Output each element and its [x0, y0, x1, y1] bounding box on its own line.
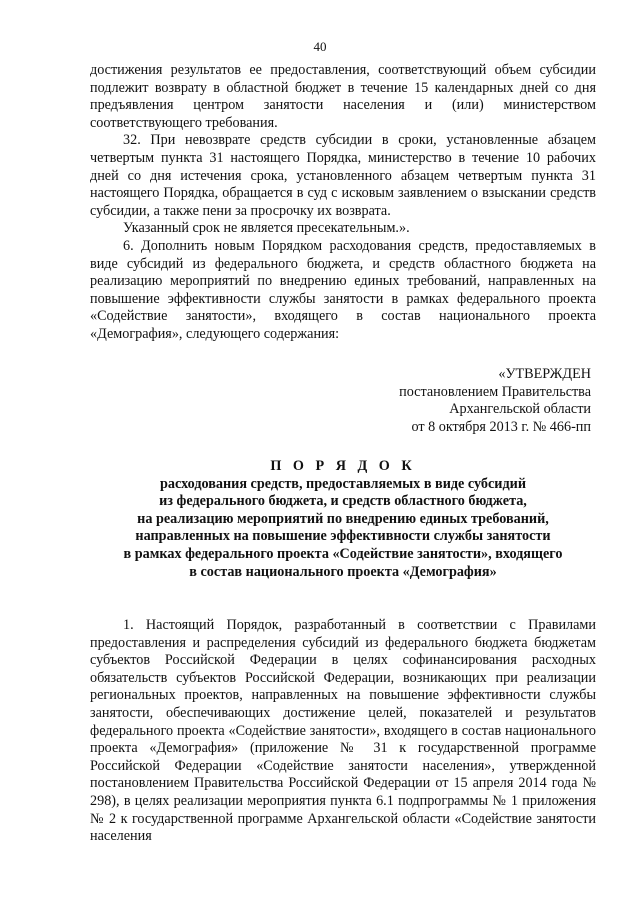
paragraph-6: 6. Дополнить новым Порядком расходования средств, предоставляемых в виде субсидий из федерального бюджета, и средств областного бюджета на реализацию мероприятий по внедрению единых требований, направленных на повышение эффективности службы занятости в рамках федерального проекта «Содействие занятости», входящего в состав национального проекта «Демография», следующего содержания: [90, 237, 596, 342]
title-line: из федерального бюджета, и средств областного бюджета, [159, 493, 527, 510]
title-line: расходования средств, предоставляемых в виде субсидий [159, 475, 526, 492]
paragraph-1: 1. Настоящий Порядок, разработанный в соответствии с Правилами предоставления и распределения субсидий из федерального бюджета бюджетам субъектов Российской Федерации в целях софинансирования расходных обязательств субъектов Российской Федерации, возникающих при реализации региональных проектов, направленных на повышение эффективности службы занятости, обеспечивающих достижение целей, показателей и результатов федерального проекта «Содействие занятости», входящего в состав национального проекта «Демография» (приложение № 31 к государственной программе Российской Федерации «Содействие занятости населения», утвержденной постановлением Правительства Российской Федерации от 15 апреля 2014 года № 298), в целях реализации мероприятия пункта 6.1 подпрограммы № 1 приложения № 2 к государственной программе Архангельской области «Содействие занятости населения [90, 617, 596, 845]
paragraph-continuation: достижения результатов ее предоставления, соответствующий объем субсидии подлежит возврату в областной бюджет в течение 15 календарных дней со дня предъявления центром занятости населения и (или) министерством соответствующего требования. [90, 62, 596, 131]
title-line: в рамках федерального проекта «Содействие занятости», входящего [123, 545, 563, 562]
top-text-block [90, 62, 596, 344]
approval-line: постановлением Правительства [399, 383, 591, 400]
paragraph-32: 32. При невозврате средств субсидии в сроки, установленные абзацем четвертым пункта 31 настоящего Порядка, министерство в течение 10 рабочих дней со дня истечения срока, установленного абзацем четвертым пункта 31 настоящего Порядка, обращается в суд с исковым заявлением о взыскании средств субсидии, а также пени за просрочку их возврата. [90, 132, 596, 219]
approval-line: Архангельской области [449, 401, 591, 418]
title-main: П О Р Я Д О К [270, 458, 416, 474]
body-text-block [90, 617, 596, 846]
approval-stamp [360, 366, 591, 436]
title-line: направленных на повышение эффективности службы занятости [135, 528, 551, 545]
title-line: на реализацию мероприятий по внедрению единых требований, [137, 510, 549, 527]
title-line: в состав национального проекта «Демография» [189, 563, 497, 580]
approval-line: от 8 октября 2013 г. № 466-пп [411, 418, 591, 435]
document-title [90, 458, 596, 581]
approval-line: «УТВЕРЖДЕН [498, 366, 591, 382]
page-number: 40 [313, 39, 327, 54]
paragraph-term-note: Указанный срок не является пресекательным.». [123, 220, 410, 237]
